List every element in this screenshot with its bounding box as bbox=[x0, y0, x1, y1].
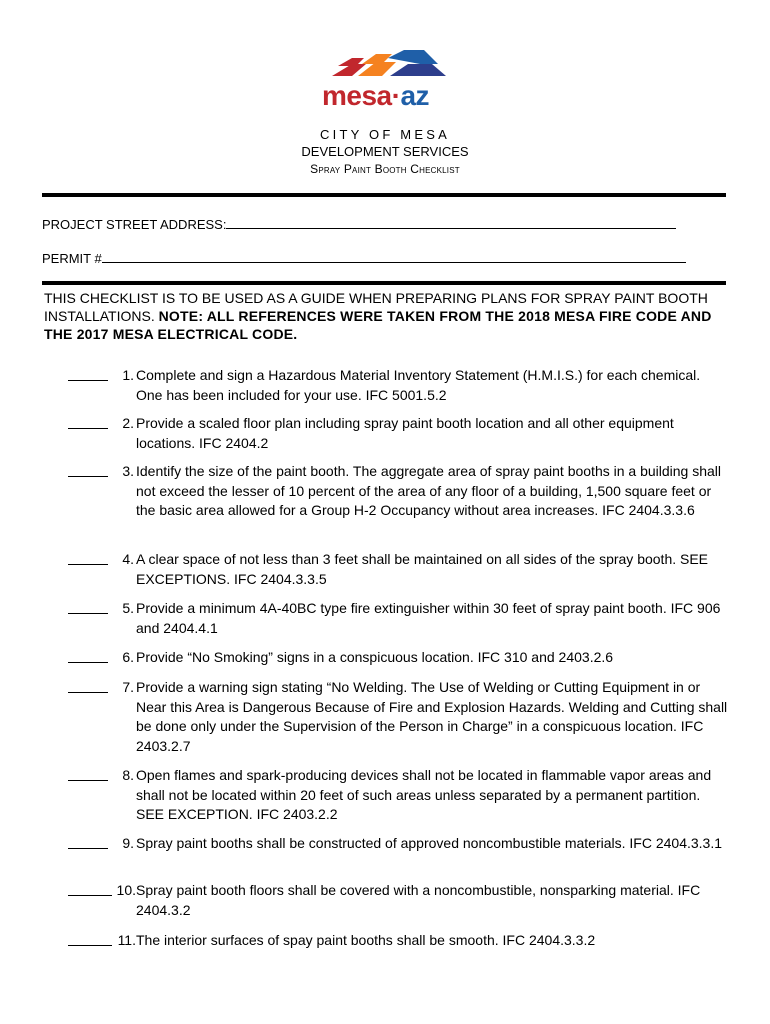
checklist-item-6 bbox=[68, 648, 728, 668]
checklist-intro bbox=[44, 289, 734, 343]
item-number: 2. bbox=[122, 415, 134, 431]
permit-label: PERMIT # bbox=[42, 251, 102, 266]
item-number: 1. bbox=[122, 367, 134, 383]
item-text: The interior surfaces of spay paint booths shall be smooth. IFC 2404.3.3.2 bbox=[136, 932, 596, 948]
item-text: Spray paint booth floors shall be covered with a noncombustible, nonsparking material. IFC 2404.3.2 bbox=[136, 882, 701, 918]
item-text: Provide a scaled floor plan including spray paint booth location and all other equipment locations. IFC 2404.2 bbox=[136, 415, 674, 451]
document-header bbox=[0, 127, 770, 178]
check-blank[interactable] bbox=[68, 834, 108, 849]
item-number: 5. bbox=[122, 600, 134, 616]
item-text: Spray paint booths shall be constructed of approved noncombustible materials. IFC 2404.3.3.1 bbox=[136, 835, 723, 851]
checklist-item-1 bbox=[68, 366, 728, 405]
logo-separator: · bbox=[391, 80, 401, 111]
check-blank[interactable] bbox=[68, 599, 108, 614]
top-divider bbox=[42, 193, 726, 197]
logo-wordmark bbox=[322, 80, 429, 112]
item-number: 7. bbox=[122, 679, 134, 695]
intro-note: NOTE: ALL REFERENCES WERE TAKEN FROM THE 2018 MESA FIRE CODE AND THE 2017 MESA ELECTRICAL CODE. bbox=[44, 308, 712, 342]
permit-input-line[interactable] bbox=[102, 250, 686, 263]
logo-word-az: az bbox=[400, 80, 430, 111]
intro-text: THIS CHECKLIST IS TO BE USED AS A GUIDE WHEN PREPARING PLANS FOR SPRAY PAINT BOOTH INSTALLATIONS. bbox=[44, 290, 708, 324]
item-text: Provide a warning sign stating “No Welding. The Use of Welding or Cutting Equipment in or Near this Area is Dangerous Because of Fire and Explosion Hazards. Welding and Cutting shall be done only under the Supervision of the Person in Charge” in a conspicuous location. IFC 2403.2.7 bbox=[136, 679, 728, 754]
item-text: Identify the size of the paint booth. The aggregate area of spray paint booths in a building shall not exceed the lesser of 10 percent of the area of any floor of a building, 1,500 square feet or the basic area allowed for a Group H-2 Occupancy without area increases. IFC 2404.3.3.6 bbox=[136, 463, 722, 518]
department-name: DEVELOPMENT SERVICES bbox=[301, 144, 469, 159]
item-text: Provide “No Smoking” signs in a conspicuous location. IFC 310 and 2403.2.6 bbox=[136, 649, 614, 665]
checklist-item-10 bbox=[68, 881, 728, 920]
checklist-item-2 bbox=[68, 414, 728, 453]
check-blank[interactable] bbox=[68, 414, 108, 429]
item-number: 11. bbox=[117, 932, 136, 948]
address-input-line[interactable] bbox=[226, 216, 676, 229]
mesa-az-logo bbox=[320, 50, 455, 115]
item-number: 9. bbox=[122, 835, 134, 851]
middle-divider bbox=[42, 281, 726, 285]
item-number: 3. bbox=[122, 463, 134, 479]
item-number: 4. bbox=[122, 551, 134, 567]
checklist-item-7 bbox=[68, 678, 728, 756]
logo-mountains-icon bbox=[328, 50, 448, 82]
item-number: 8. bbox=[122, 767, 134, 783]
permit-field[interactable] bbox=[42, 250, 686, 266]
form-title: Spray Paint Booth Checklist bbox=[310, 162, 460, 176]
logo-word-mesa: mesa bbox=[322, 80, 392, 111]
item-text: Provide a minimum 4A-40BC type fire extinguisher within 30 feet of spray paint booth. IFC 906 and 2404.4.1 bbox=[136, 600, 721, 636]
check-blank[interactable] bbox=[68, 766, 108, 781]
checklist-item-11 bbox=[68, 931, 728, 951]
checklist-item-4 bbox=[68, 550, 728, 589]
checklist-item-8 bbox=[68, 766, 728, 825]
check-blank[interactable] bbox=[68, 648, 108, 663]
item-text: Open flames and spark-producing devices shall not be located in flammable vapor areas and shall not be located within 20 feet of such areas unless separated by a permanent partition. SEE EXCEPTION. IFC 2403.2.2 bbox=[136, 767, 712, 822]
checklist-item-3 bbox=[68, 462, 728, 521]
check-blank[interactable] bbox=[68, 931, 112, 946]
item-number: 10. bbox=[116, 882, 136, 898]
item-text: A clear space of not less than 3 feet shall be maintained on all sides of the spray booth. SEE EXCEPTIONS. IFC 2404.3.3.5 bbox=[136, 551, 709, 587]
check-blank[interactable] bbox=[68, 678, 108, 693]
check-blank[interactable] bbox=[68, 462, 108, 477]
item-text: Complete and sign a Hazardous Material Inventory Statement (H.M.I.S.) for each chemical. One has been included for your use. IFC 5001.5.2 bbox=[136, 367, 701, 403]
city-name: CITY OF MESA bbox=[320, 127, 450, 142]
item-number: 6. bbox=[122, 649, 134, 665]
checklist-item-5 bbox=[68, 599, 728, 638]
checklist-item-9 bbox=[68, 834, 728, 854]
address-label: PROJECT STREET ADDRESS: bbox=[42, 217, 227, 232]
check-blank[interactable] bbox=[68, 550, 108, 565]
check-blank[interactable] bbox=[68, 366, 108, 381]
address-field[interactable] bbox=[42, 216, 676, 232]
check-blank[interactable] bbox=[68, 881, 112, 896]
